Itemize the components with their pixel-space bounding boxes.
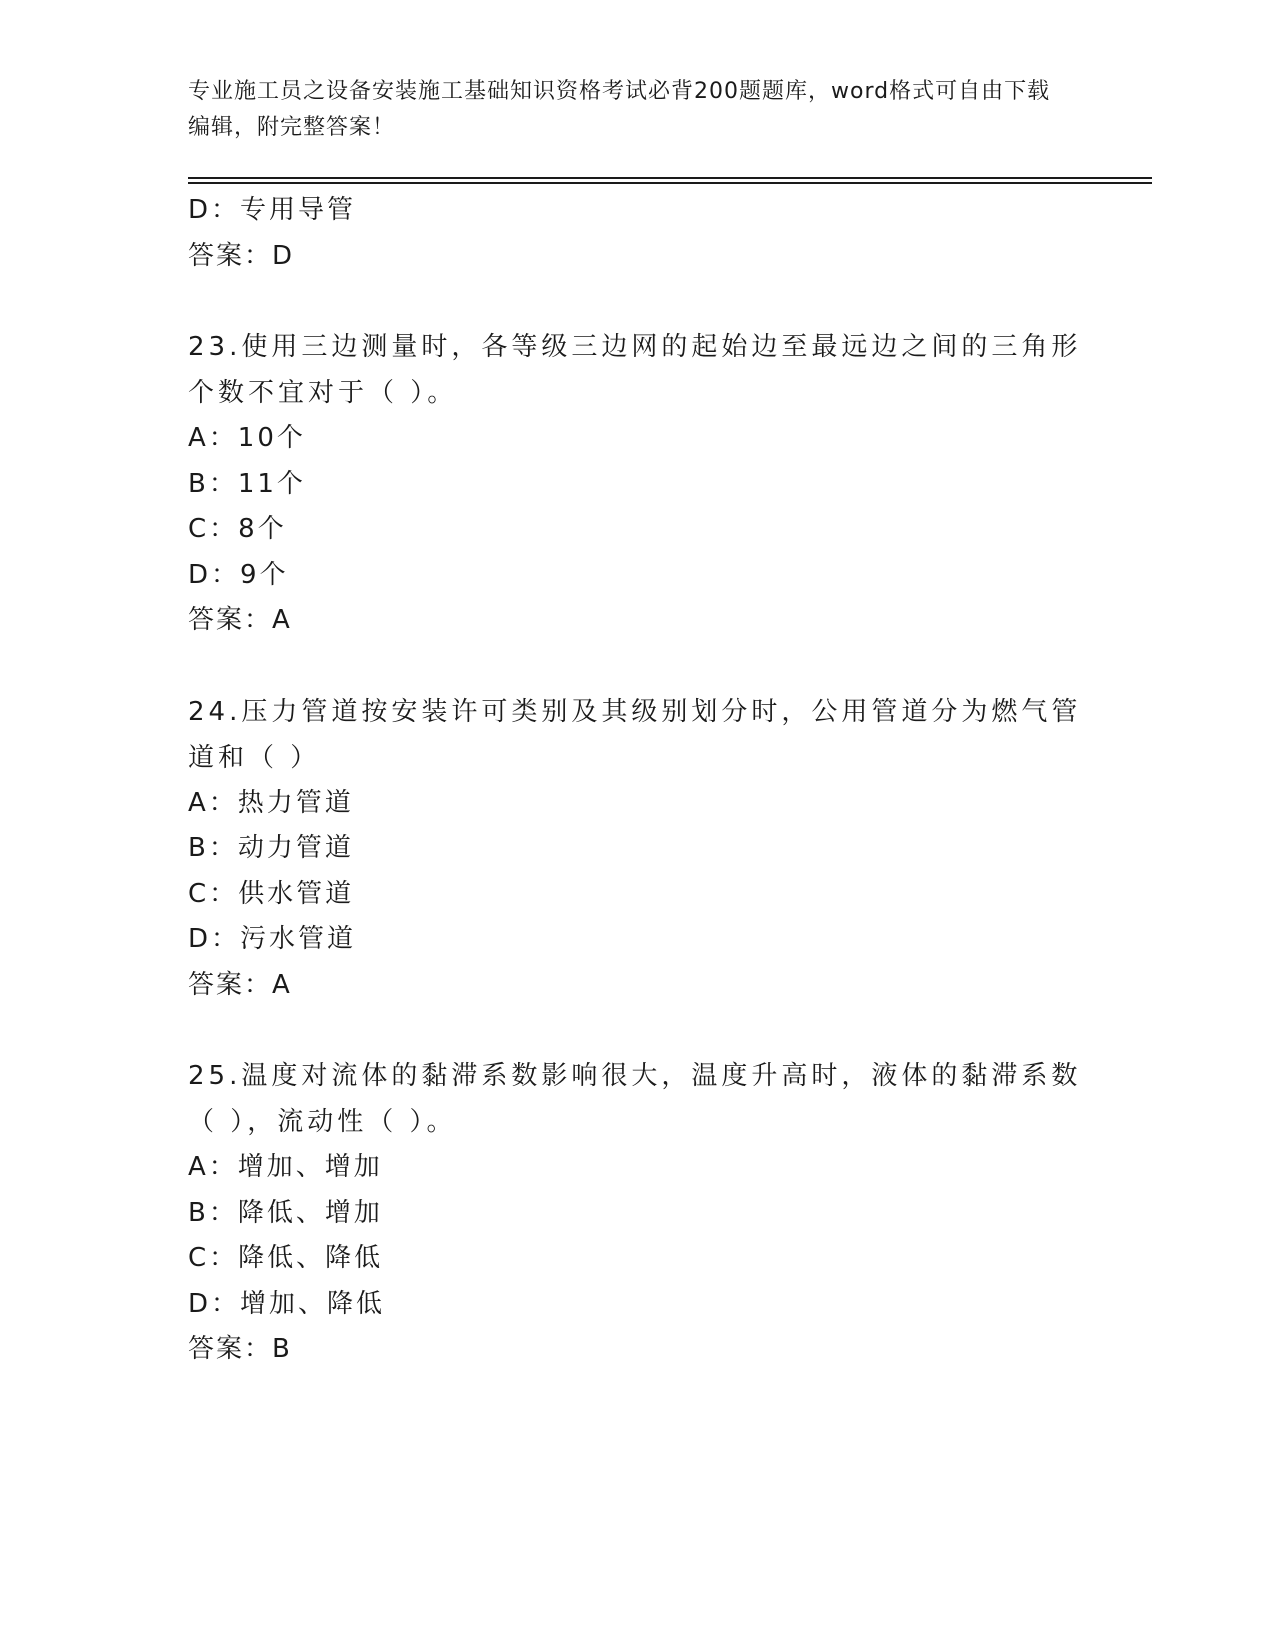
answer: 答案：A [188,605,292,635]
question-text: 24.压力管道按安装许可类别及其级别划分时，公用管道分为燃气管道和（ ） [188,696,1082,773]
document-header: 专业施工员之设备安装施工基础知识资格考试必背200题题库，word格式可自由下载编辑，附完整答案！ [188,79,1051,140]
option-c: C：8个 [188,514,287,544]
question-24 [188,689,1088,1009]
question-text: 23.使用三边测量时，各等级三边网的起始边至最远边之间的三角形个数不宜对于（ ）。 [188,332,1082,408]
question-25 [188,1053,1088,1373]
option-a: A：热力管道 [188,787,354,818]
answer: 答案：B [188,1334,292,1364]
option-a: A：10个 [188,423,306,453]
question-text: 25.温度对流体的黏滞系数影响很大，温度升高时，液体的黏滞系数（ ），流动性（ ）。 [188,1061,1082,1137]
option-c: C：供水管道 [188,878,355,909]
question-list [188,188,1088,1373]
option-d: D：污水管道 [188,924,357,954]
option-d: D：增加、降低 [188,1288,386,1319]
option-b: B：降低、增加 [188,1197,383,1228]
header-divider-bottom [188,182,1152,184]
option-b: B：11个 [188,468,306,499]
header-divider-top [188,177,1152,179]
option-b: B：动力管道 [188,833,354,863]
spacer [188,644,1088,689]
option-d: D：9个 [188,559,289,590]
continued-answer: 答案：D [188,240,295,271]
question-23 [188,324,1088,644]
spacer [188,1008,1088,1053]
option-a: A：增加、增加 [188,1152,383,1182]
continued-option: D：专用导管 [188,195,357,225]
option-c: C：降低、降低 [188,1243,384,1273]
spacer [188,279,1088,324]
answer: 答案：A [188,969,292,1000]
